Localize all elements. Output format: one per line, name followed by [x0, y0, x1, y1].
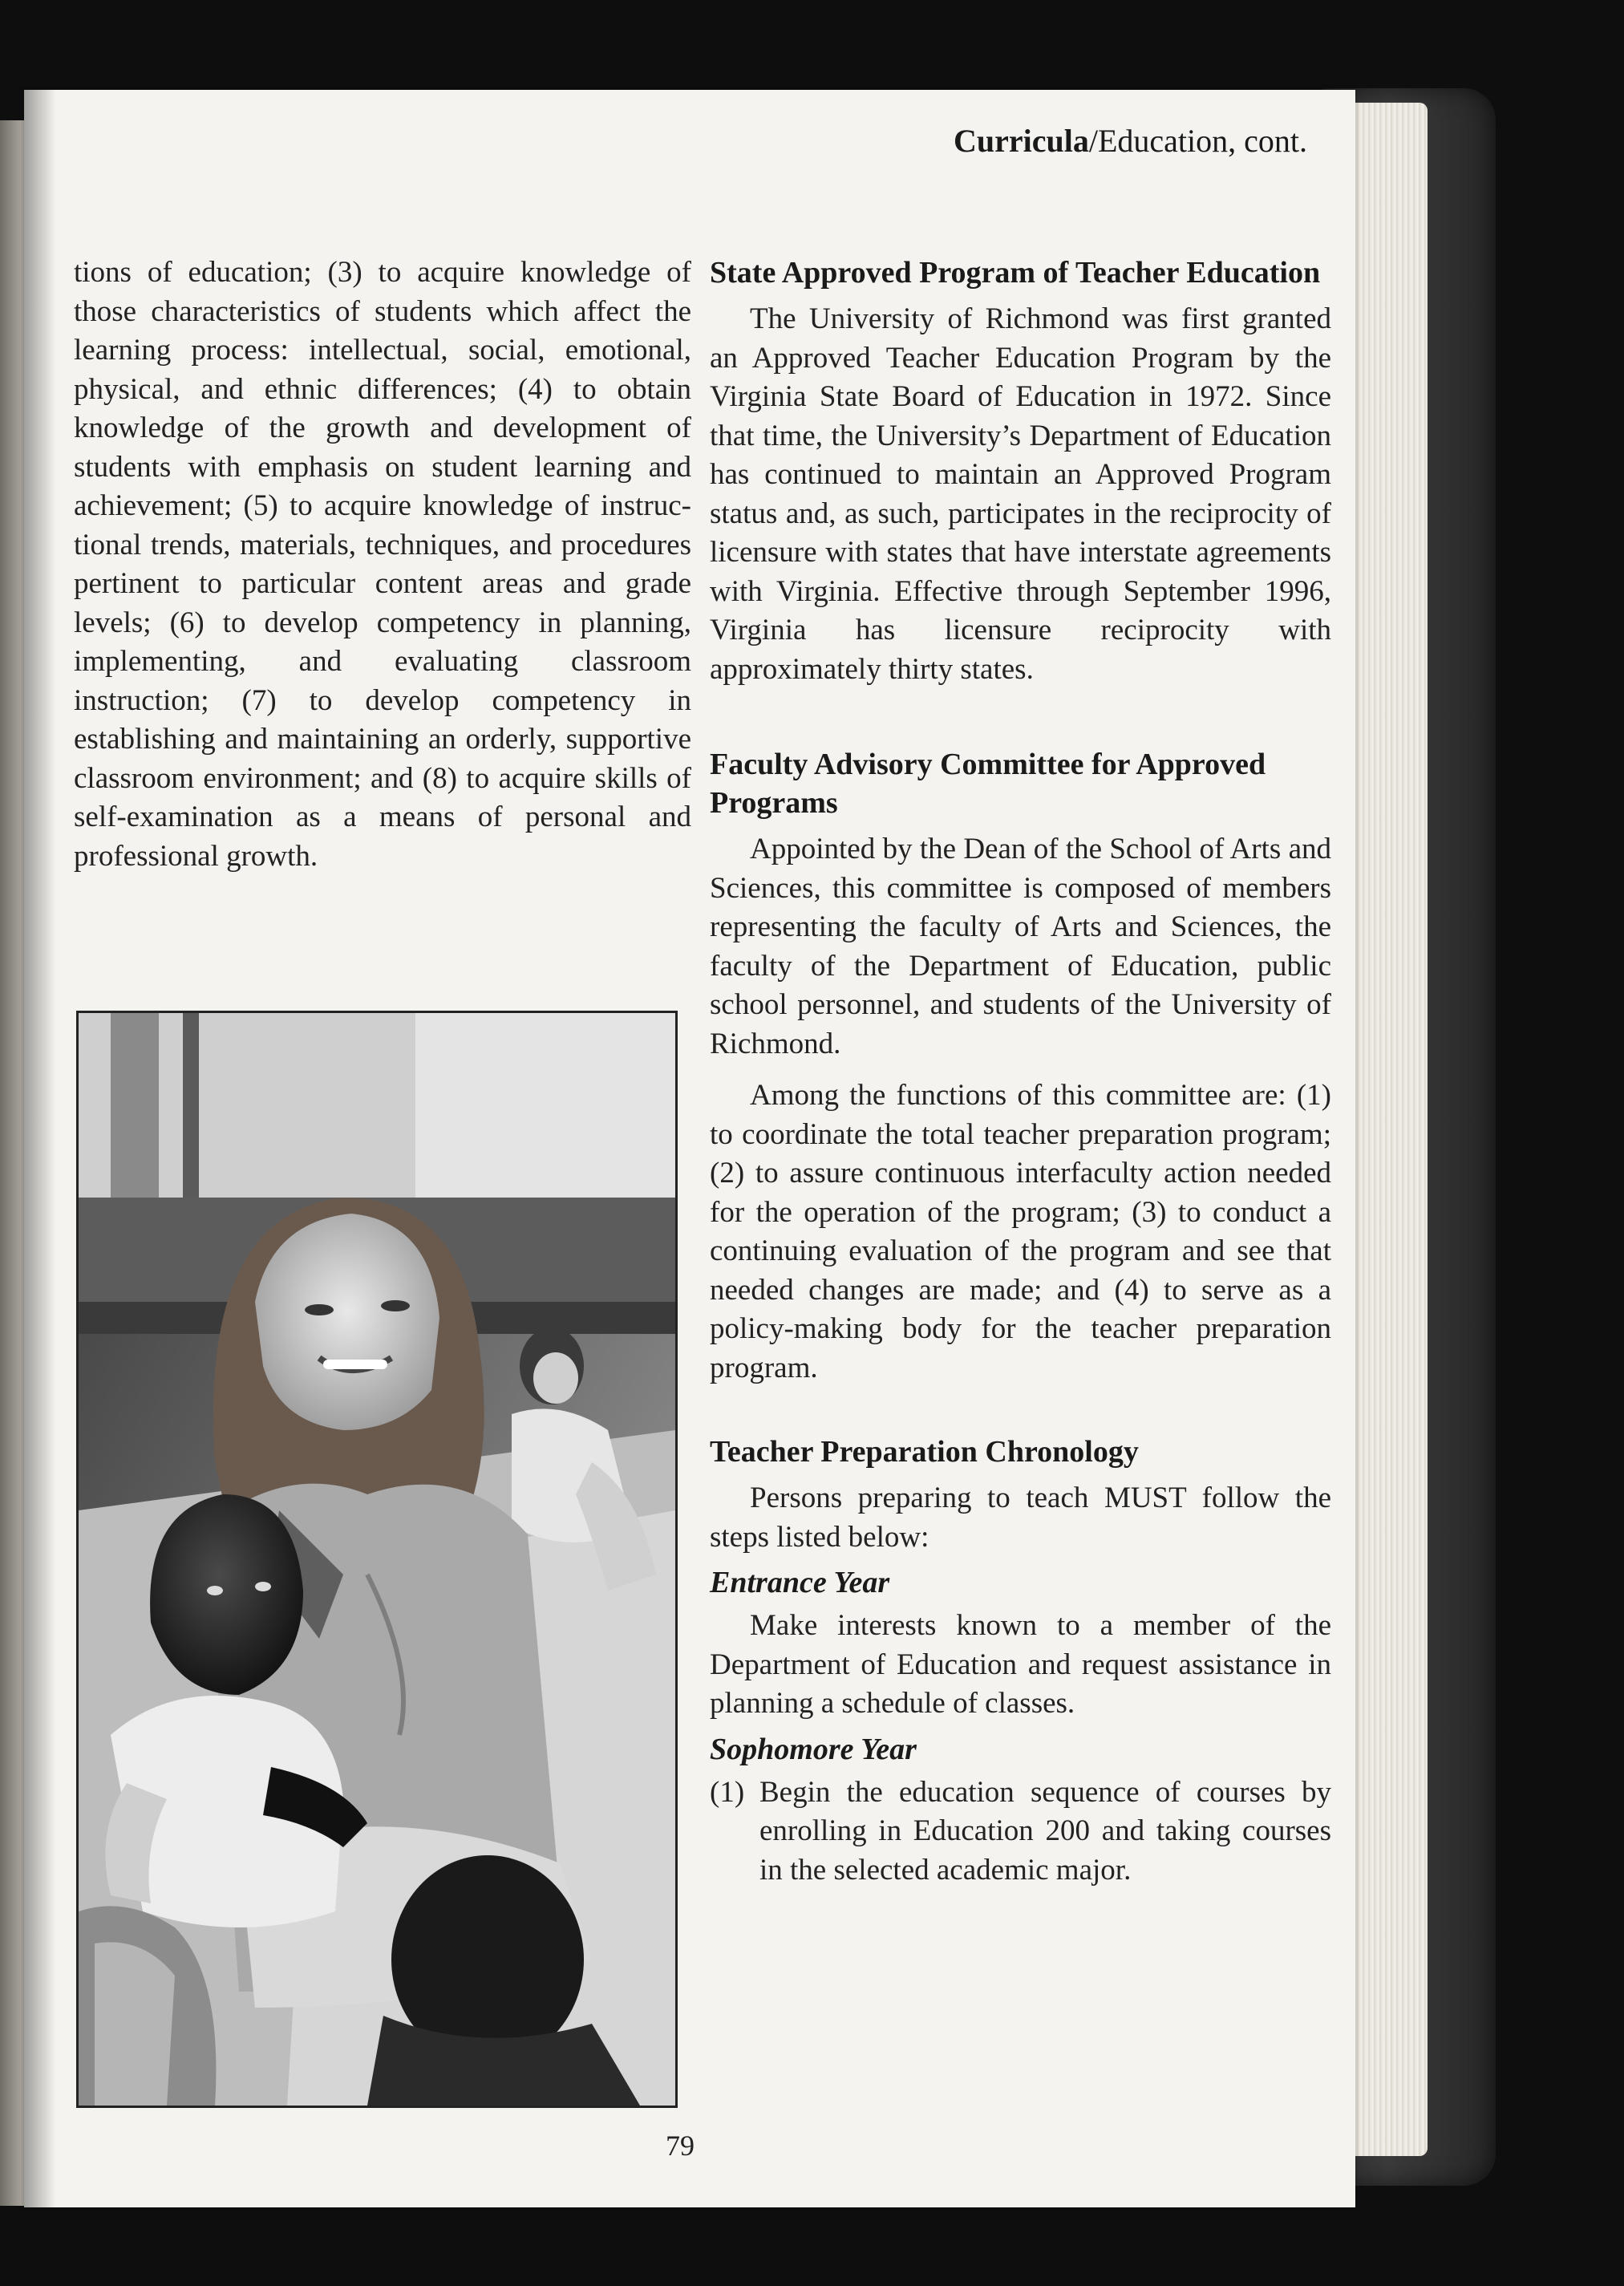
entrance-year-heading: Entrance Year — [710, 1566, 890, 1599]
sophomore-year-heading: Sophomore Year — [710, 1732, 917, 1766]
state-approved-heading: State Approved Program of Teacher Education — [710, 256, 1321, 290]
entrance-year-body: Make interests known to a member of the Department of Education and request assistance in planning a schedule of classes. — [710, 1609, 1331, 1720]
state-approved-body: The University of Richmond was first granted an Approved Teacher Education Program by the Virginia State Board of Education in 1972. Since that time, the University’s Department of Education has continued to maintain an Approved Program status and, as such, participates in the reciprocity of licensure with states that have interstate agreements with Virginia. Effective through September 1996, Virginia has licensure reciprocity with approximately thirty states. — [710, 302, 1331, 686]
faculty-committee-heading: Faculty Advisory Committee for Approved Programs — [710, 748, 1266, 820]
chronology-intro: Persons preparing to teach MUST follow the steps listed below: — [710, 1481, 1331, 1554]
step-text: Begin the education sequence of courses by enrolling in Education 200 and taking courses in the selected academic major. — [759, 1775, 1331, 1887]
running-head-section: Curricula — [953, 123, 1089, 159]
objectives-continued-paragraph: tions of education; (3) to acquire knowledge of those characteristics of students which affect the learning process: intellectual, social, emotional, physical, and ethnic differences; (4) to obtain knowledge of the growth and development of students with emphasis on student learning and achievement; (5) to acquire knowledge of instructional trends, materials, techniques, and procedures pertinent to particular content areas and grade levels; (6) to develop competency in planning, implementing, and evaluating classroom instruction; (7) to develop competency in establishing and maintaining an orderly, supportive classroom environment; and (8) to acquire skills of self-examination as a means of personal and professional growth. — [74, 256, 691, 873]
classroom-photo-image — [79, 1013, 675, 2106]
step-number: (1) — [710, 1775, 745, 1809]
faculty-committee-body-2: Among the functions of this committee are: (1) to coordinate the total teacher preparation program; (2) to assure continuous interfaculty action needed for the operation of the program; (3) to conduct a continuing evaluation of the program and see that needed changes are made; and (4) to serve as a policy-making body for the teacher preparation program. — [710, 1079, 1331, 1384]
chronology-heading: Teacher Preparation Chronology — [710, 1435, 1139, 1469]
right-column — [710, 253, 1331, 1890]
page-number: 79 — [666, 2130, 695, 2162]
running-head — [954, 122, 1307, 160]
list-item — [710, 1773, 1331, 1891]
left-column — [74, 253, 691, 876]
faculty-committee-body-1: Appointed by the Dean of the School of Arts and Sciences, this committee is composed of members representing the faculty of Arts and Sciences, the faculty of the Department of Education, public school personnel, and students of the University of Richmond. — [710, 833, 1331, 1060]
running-head-subsection: /Education, cont. — [1088, 123, 1307, 159]
sophomore-steps-list — [710, 1773, 1331, 1891]
classroom-photo — [76, 1011, 678, 2108]
book-page — [24, 90, 1355, 2207]
